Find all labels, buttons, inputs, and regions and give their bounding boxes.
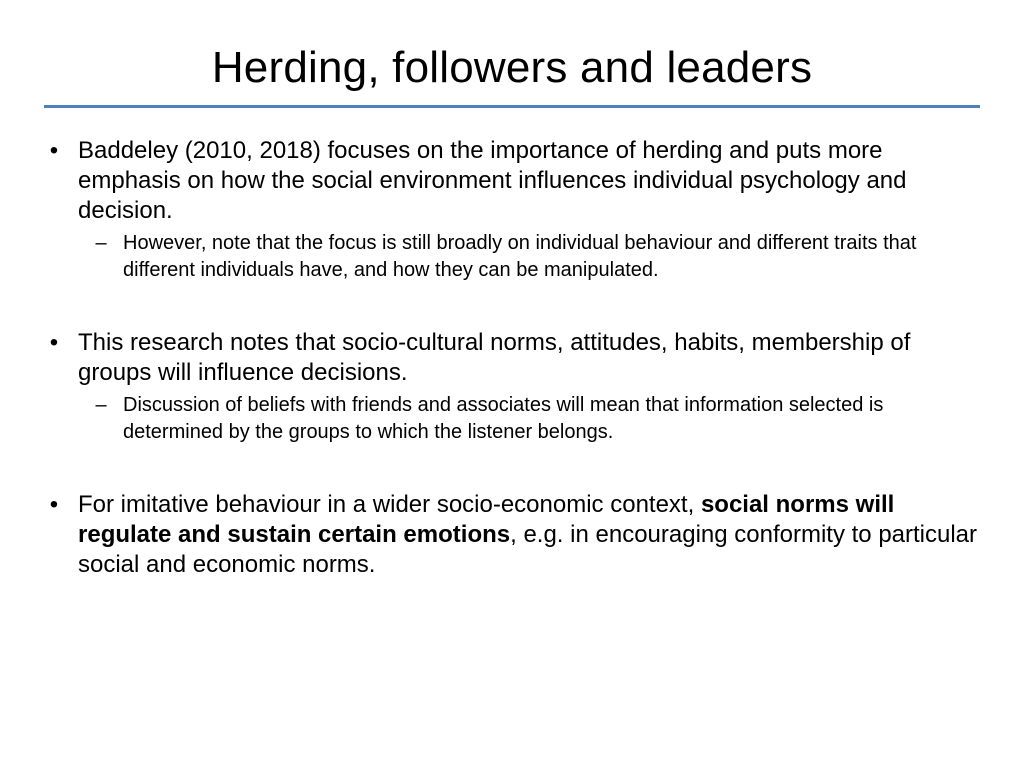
title-underline xyxy=(44,105,980,108)
bullet-marker: • xyxy=(49,137,59,164)
sub-bullet-item-2 xyxy=(90,392,984,446)
slide-title: Herding, followers and leaders xyxy=(211,43,813,92)
sub-bullet-text: Discussion of beliefs with friends and associates will mean that information selected is determined by the groups to which the listener belongs. xyxy=(123,394,884,443)
bullet-text-lead: For imitative behaviour in a wider socio-economic context, xyxy=(78,491,701,518)
bullet-text-tail: , e.g. in encouraging conformity to particular social and economic norms. xyxy=(78,521,978,578)
sub-bullet-marker: – xyxy=(95,394,107,416)
spacer xyxy=(44,284,984,328)
bullet-item-1 xyxy=(44,136,984,226)
bullet-text-emphasis: social norms will regulate and sustain certain emotions xyxy=(78,491,895,548)
sub-bullet-text: However, note that the focus is still broadly on individual behaviour and different traits that different individuals have, and how they can be manipulated. xyxy=(123,232,917,281)
bullet-item-2 xyxy=(44,328,984,388)
bullet-text: This research notes that socio-cultural norms, attitudes, habits, membership of groups will influence decisions. xyxy=(78,329,911,386)
spacer xyxy=(44,446,984,490)
bullet-text: Baddeley (2010, 2018) focuses on the importance of herding and puts more emphasis on how the social environment influences individual psychology and decision. xyxy=(78,137,907,224)
bullet-marker: • xyxy=(49,491,59,518)
sub-bullet-item-1 xyxy=(90,230,984,284)
bullet-marker: • xyxy=(49,329,59,356)
slide-body xyxy=(44,136,984,580)
sub-bullet-marker: – xyxy=(95,232,107,254)
bullet-item-3 xyxy=(44,490,984,580)
